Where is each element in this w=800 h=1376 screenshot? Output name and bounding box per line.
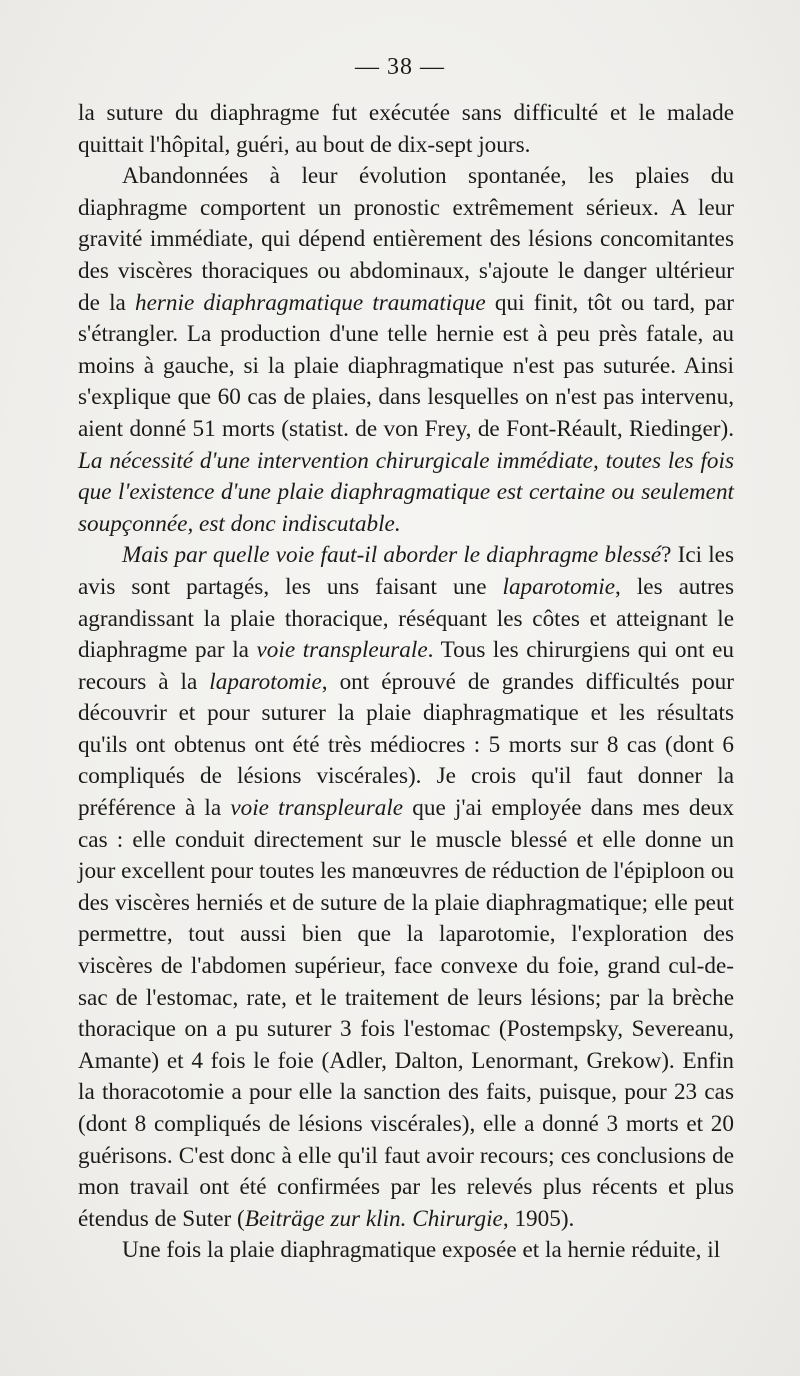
italic-term: hernie diaphragmatique traumatique [135,289,486,316]
paragraph-text: ? Ici les avis sont partagés, les uns faisant une [78,542,735,600]
paragraph-text: , ont éprouvé de grandes difficultés pour découvrir et pour suturer la plaie diaphragmatique et les résultats qu'ils ont obtenus ont été très médiocres : 5 morts sur 8 cas (dont 6 compliqués de lésions viscérales). Je crois qu'il faut donner la préférence à la [78,668,734,822]
paragraph-text: , les autres agrandissant la plaie thoracique, réséquant les côtes et atteignant le diaphragme par la [78,573,734,664]
italic-conclusion: La nécessité d'une intervention chirurgicale immédiate, toutes les fois que l'existence d'une plaie diaphragmatique est certaine ou seulement soupçonnée, est donc indiscutable. [78,447,734,537]
paragraph-1 [78,98,734,161]
paragraph-2 [78,161,734,540]
paragraph-text: qui finit, tôt ou tard, par s'étrangler. La production d'une telle hernie est à peu près fatale, au moins à gauche, si la plaie diaphragmatique n'est pas suturée. Ainsi s'explique que 60 cas de plaies, dans lesquelles on n'est pas intervenu, aient donné 51 morts (statist. de von Frey, de Font-Réault, Riedinger). [78,289,734,442]
paragraph-4 [78,1235,734,1267]
italic-term: voie transpleurale [230,795,404,822]
italic-citation: Beiträge zur klin. Chirurgie [244,1205,503,1232]
paragraph-3 [78,540,734,1235]
body-text [78,98,734,1267]
paragraph-text: Abandonnées à leur évolution spontanée, les plaies du diaphragme comportent un pronostic extrêmement sérieux. A leur gravité immédiate, qui dépend entièrement des lésions concomitantes des viscères thoraciques ou abdominaux, s'ajoute le danger ultérieur de la [78,163,734,316]
paragraph-text: la suture du diaphragme fut exécutée sans difficulté et le malade quittait l'hôpital, guéri, au bout de dix-sept jours. [78,100,734,158]
page-number: — 38 — [355,54,445,80]
italic-question: Mais par quelle voie faut-il aborder le diaphragme blessé [122,542,662,569]
paragraph-text: que j'ai employée dans mes deux cas : elle conduit directement sur le muscle blessé et elle donne un jour excellent pour toutes les manœuvres de réduction de l'épiploon ou des viscères herniés et de suture de la plaie diaphragmatique; elle peut permettre, tout aussi bien que la laparotomie, l'exploration des viscères de l'abdomen supérieur, face convexe du foie, grand cul-de-sac de l'estomac, rate, et le traitement de leurs lésions; par la brèche thoracique on a pu suturer 3 fois l'estomac (Postempsky, Severeanu, Amante) et 4 fois le foie (Adler, Dalton, Lenormant, Grekow). Enfin la thoracotomie a pour elle la sanction des faits, puisque, pour 23 cas (dont 8 compliqués de lésions viscérales), elle a donné 3 morts et 20 guérisons. C'est donc à elle qu'il faut avoir recours; ces conclusions de mon travail ont été confirmées par les relevés plus récents et plus étendus de Suter ( [78,795,734,1232]
paragraph-text: , 1905). [502,1205,575,1232]
paragraph-text: Une fois la plaie diaphragmatique exposée et la hernie réduite, il [122,1237,721,1264]
italic-term: voie transpleurale [256,637,428,664]
italic-term: laparotomie [209,668,322,695]
paragraph-text: . Tous les chirurgiens qui ont eu recours à la [78,637,734,695]
italic-term: laparotomie [502,573,616,600]
